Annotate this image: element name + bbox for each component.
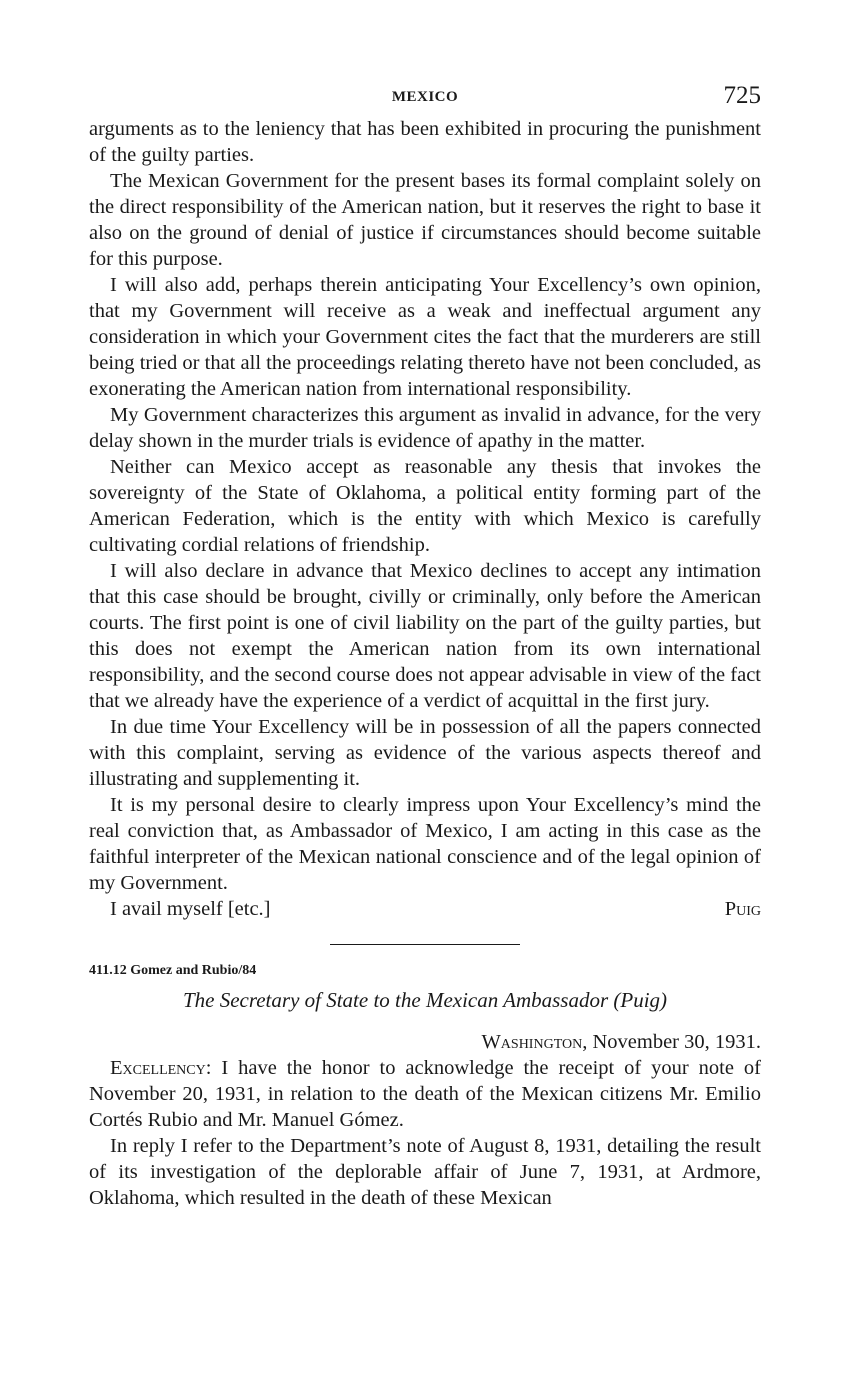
paragraph: In reply I refer to the Department’s note of August 8, 1931, detailing the result of its investigation of the deplorable affair of June 7, 1931, at Ardmore, Oklahoma, which resulted in the death of these Mexican — [89, 1135, 761, 1209]
letter-body — [89, 1055, 761, 1211]
paragraph: I will also add, perhaps therein anticipating Your Excellency’s own opinion, that my Government will receive as a weak and ineffectual argument any consideration in which your Government cites the fact that the murderers are still being tried or that all the proceedings relating thereto have not been concluded, as exonerating the American nation from international responsibility. — [89, 274, 761, 400]
paragraph: The Mexican Government for the present bases its formal complaint solely on the direct responsibility of the American nation, but it reserves the right to base it also on the ground of denial of justice if circumstances should become suitable for this purpose. — [89, 170, 761, 270]
paragraph: It is my personal desire to clearly impress upon Your Excellency’s mind the real conviction that, as Ambassador of Mexico, I am acting in this case as the faithful interpreter of the Mexican national conscience and of the legal opinion of my Government. — [89, 794, 761, 894]
dateline-place: Washington, — [481, 1031, 588, 1053]
paragraph: My Government characterizes this argument as invalid in advance, for the very delay shown in the murder trials is evidence of apathy in the matter. — [89, 404, 761, 452]
document-title: The Secretary of State to the Mexican Ambassador (Puig) — [182, 988, 668, 1012]
closing-line — [89, 896, 761, 922]
document-page — [89, 84, 761, 1211]
dateline-date: November 30, 1931. — [592, 1031, 761, 1053]
page-header — [89, 84, 761, 116]
paragraph: Neither can Mexico accept as reasonable any thesis that invokes the sovereignty of the State of Oklahoma, a political entity forming part of the American Federation, which is the entity with which Mexico is carefully cultivating cordial relations of friendship. — [89, 456, 761, 556]
salutation: Excellency: — [110, 1057, 212, 1079]
paragraph — [89, 1055, 761, 1133]
paragraph: arguments as to the leniency that has been exhibited in procuring the punishment of the guilty parties. — [89, 118, 761, 166]
paragraph: I will also declare in advance that Mexico declines to accept any intimation that this case should be brought, civilly or criminally, only before the American courts. The first point is one of civil liability on the part of the guilty parties, but this does not exempt the American nation from its own international responsibility, and the second course does not appear advisable in view of the fact that we already have the experience of a verdict of acquittal in the first jury. — [89, 560, 761, 712]
page-number: 725 — [723, 82, 761, 109]
signature: Puig — [724, 898, 761, 920]
dateline — [89, 1029, 761, 1055]
file-reference: 411.12 Gomez and Rubio/84 — [89, 963, 257, 978]
closing-formula: I avail myself [etc.] — [110, 898, 271, 920]
note-body — [89, 116, 761, 922]
paragraph-text: I have the honor to acknowledge the receipt of your note of November 20, 1931, in relation to the death of the Mexican citizens Mr. Emilio Cortés Rubio and Mr. Manuel Gómez. — [89, 1057, 761, 1131]
paragraph: In due time Your Excellency will be in possession of all the papers connected with this complaint, serving as evidence of the various aspects thereof and illustrating and supplementing it. — [89, 716, 761, 790]
running-head: MEXICO — [391, 89, 459, 105]
section-divider — [330, 944, 520, 945]
